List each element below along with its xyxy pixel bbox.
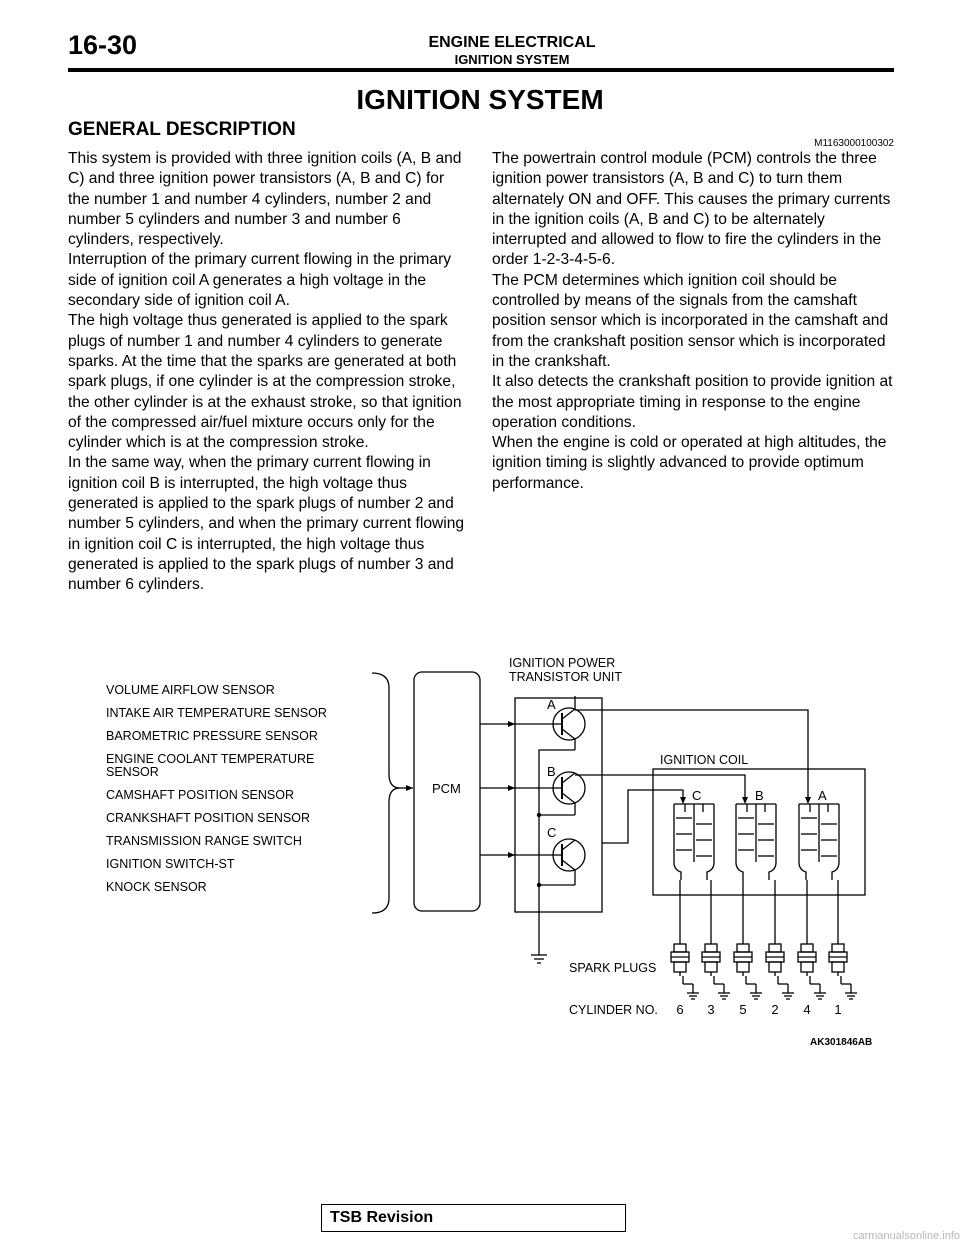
- coil-label: C: [692, 788, 702, 803]
- coil-windings: [674, 804, 839, 880]
- coil-primary-outline: [736, 804, 743, 880]
- transistor-label: A: [547, 697, 556, 712]
- input-label: CAMSHAFT POSITION SENSOR: [106, 788, 294, 802]
- input-label: VOLUME AIRFLOW SENSOR: [106, 683, 275, 697]
- primary-wire: [575, 775, 745, 800]
- primary-wire: [602, 790, 683, 843]
- section-subtitle: IGNITION SYSTEM: [454, 52, 570, 67]
- plug-thread: [737, 962, 749, 972]
- coil-winding: [799, 804, 839, 880]
- input-label: CRANKSHAFT POSITION SENSOR: [106, 811, 310, 825]
- plug-thread: [705, 962, 717, 972]
- paragraph: The high voltage thus generated is applied to the spark plugs of number 1 and number 4 cylinders to generate sparks. At the time that the sparks are generated at both spark plugs, if one cylinder is at the compression stroke, the other cylinder is at the exhaust stroke, so that ignition of the compressed air/fuel mixture occurs only for the cylinder which is at the compression stroke.: [68, 312, 462, 452]
- spark-plug: [671, 880, 699, 999]
- transistor-label: B: [547, 764, 556, 779]
- transistor-unit-box: [515, 698, 602, 912]
- plug-cap: [801, 944, 813, 952]
- paragraph: The powertrain control module (PCM) controls the three ignition power transistors (A, B and C) to turn them alternately ON and OFF. This causes the primary currents in the ignition coils (A, B and C) to be alternately interrupted and allowed to flow to fire the cylinders in the order 1-2-3-4-5-6.: [492, 150, 891, 269]
- cylinder-label: CYLINDER NO.: [569, 1003, 658, 1017]
- ground-symbol: [531, 948, 547, 963]
- coil-label: A: [818, 788, 827, 803]
- coil-primary-outline: [799, 804, 806, 880]
- chapter-title: ENGINE ELECTRICAL: [428, 34, 596, 51]
- transistor-a: [553, 696, 585, 750]
- coil-secondary-outline: [832, 804, 839, 880]
- arrow-head: [508, 852, 515, 858]
- plug-cap: [832, 944, 844, 952]
- paragraph: It also detects the crankshaft position to provide ignition at the most appropriate timing in response to the engine operation conditions.: [492, 373, 893, 431]
- spark-plug: [766, 880, 794, 999]
- plug-thread: [769, 962, 781, 972]
- cylinder-number: 4: [803, 1002, 811, 1017]
- arrow-head: [680, 797, 686, 804]
- plug-thread: [832, 962, 844, 972]
- cylinder-number: 5: [739, 1002, 747, 1017]
- arrow-head: [406, 785, 413, 791]
- plug-cap: [769, 944, 781, 952]
- section-heading: GENERAL DESCRIPTION: [68, 119, 296, 140]
- arrow-head: [805, 797, 811, 804]
- spark-plug: [702, 880, 730, 999]
- coil-winding: [736, 804, 776, 880]
- document-code: M1163000100302: [814, 138, 894, 149]
- paragraph: This system is provided with three ignition coils (A, B and C) and three ignition power transistors (A, B and C) for the number 1 and number 4 cylinders, number 2 and number 5 cylinders and number 3 and number 6 cylinders, respectively.: [68, 150, 462, 249]
- cylinder-number: 3: [707, 1002, 715, 1017]
- arrow-head: [508, 721, 515, 727]
- coil-winding: [674, 804, 714, 880]
- spark-plug: [734, 880, 762, 999]
- input-brace: [372, 673, 400, 913]
- input-label: ENGINE COOLANT TEMPERATURE: [106, 752, 315, 766]
- plug-thread: [674, 962, 686, 972]
- arrow-head: [508, 785, 515, 791]
- cylinder-number: 2: [771, 1002, 779, 1017]
- tsb-revision-label: TSB Revision: [330, 1209, 434, 1226]
- arrow-head: [742, 797, 748, 804]
- coil-secondary-outline: [769, 804, 776, 880]
- ground-wire: [539, 750, 575, 948]
- plug-thread: [801, 962, 813, 972]
- coil-primary-outline: [674, 804, 681, 880]
- coil-secondary-outline: [707, 804, 714, 880]
- paragraph: The PCM determines which ignition coil should be controlled by means of the signals from the camshaft position sensor which is incorporated in the camshaft and from the crankshaft position sensor which is incorporated in the crankshaft.: [492, 271, 889, 370]
- transistor-unit-label: IGNITION POWER: [509, 656, 616, 670]
- transistor-label: C: [547, 825, 557, 840]
- paragraph: When the engine is cold or operated at high altitudes, the ignition timing is slightly advanced to provide optimum performance.: [492, 434, 887, 492]
- paragraph: Interruption of the primary current flowing in the primary side of ignition coil A generates a high voltage in the secondary side of ignition coil A.: [68, 251, 452, 310]
- page-title: IGNITION SYSTEM: [356, 84, 604, 115]
- input-label: INTAKE AIR TEMPERATURE SENSOR: [106, 706, 327, 720]
- paragraph: In the same way, when the primary current flowing in ignition coil B is interrupted, the high voltage thus generated is applied to the spark plugs of number 2 and number 5 cylinders, and when the primary current flowing in ignition coil C is interrupted, the high voltage thus generated is applied to the spark plugs of number 3 and number 6 cylinders.: [68, 454, 465, 594]
- spark-plug-row: [671, 880, 857, 999]
- input-label: BAROMETRIC PRESSURE SENSOR: [106, 729, 318, 743]
- cylinder-number: 6: [676, 1002, 684, 1017]
- transistor-c: [553, 839, 585, 885]
- input-label: IGNITION SWITCH-ST: [106, 857, 235, 871]
- spark-plug: [798, 880, 826, 999]
- plug-cap: [674, 944, 686, 952]
- page-number: 16-30: [68, 30, 138, 60]
- ignition-coil-label: IGNITION COIL: [660, 753, 749, 767]
- transistor-unit-label: TRANSISTOR UNIT: [509, 670, 622, 684]
- input-label: KNOCK SENSOR: [106, 880, 207, 894]
- pcm-label: PCM: [432, 781, 461, 796]
- spark-plug: [829, 880, 857, 999]
- cylinder-number: 1: [834, 1002, 842, 1017]
- plug-cap: [737, 944, 749, 952]
- spark-plugs-label: SPARK PLUGS: [569, 961, 657, 975]
- watermark: carmanualsonline.info: [852, 1230, 960, 1242]
- figure-code: AK301846AB: [810, 1037, 873, 1048]
- plug-cap: [705, 944, 717, 952]
- input-label: TRANSMISSION RANGE SWITCH: [106, 834, 302, 848]
- coil-label: B: [755, 788, 764, 803]
- footer-box: [321, 1204, 626, 1232]
- transistor-b: [553, 772, 585, 815]
- input-label: SENSOR: [106, 765, 159, 779]
